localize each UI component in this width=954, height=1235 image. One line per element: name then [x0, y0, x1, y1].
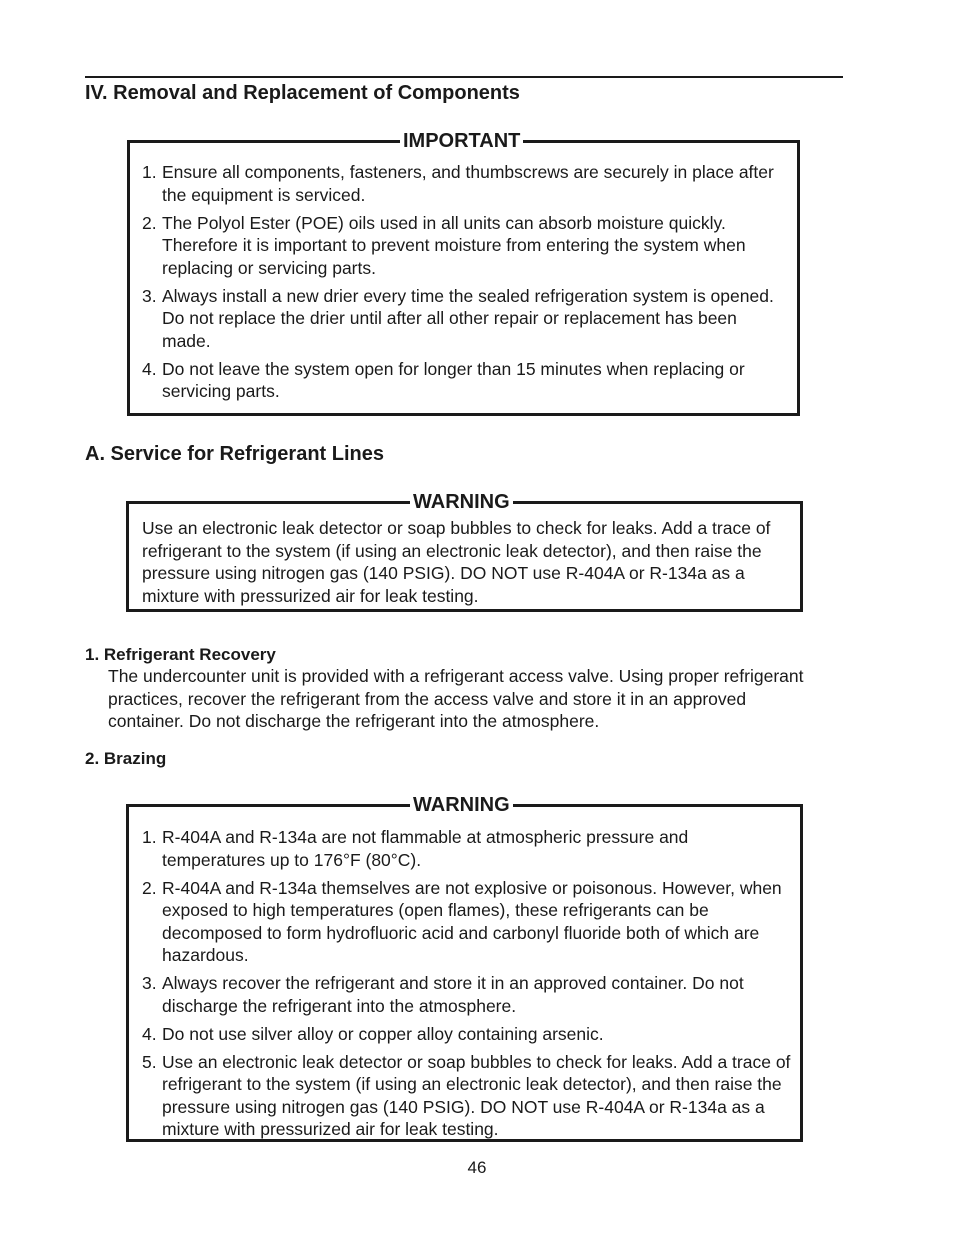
warning-title: WARNING — [410, 490, 513, 514]
recovery-heading: 1. Refrigerant Recovery — [85, 645, 276, 664]
warning-box-1 — [126, 491, 803, 612]
important-item: 1. Ensure all components, fasteners, and thumbscrews are securely in place after the equipment is serviced. — [142, 162, 774, 205]
subsection-title: A. Service for Refrigerant Lines — [85, 443, 384, 465]
section-title: IV. Removal and Replacement of Components — [85, 82, 520, 104]
warning-text: Use an electronic leak detector or soap bubbles to check for leaks. Add a trace of refrigerant to the system (if using an electronic leak detector), and then raise the pressure using nitrogen gas (140 PSIG). DO NOT use R-404A or R-134a as a mixture with pressurized air for leak testing. — [142, 518, 771, 606]
warning-item: 4. Do not use silver alloy or copper alloy containing arsenic. — [142, 1023, 604, 1044]
important-title: IMPORTANT — [400, 129, 523, 153]
warning-list — [142, 826, 796, 1146]
warning-title: WARNING — [410, 793, 513, 817]
warning-item: 3. Always recover the refrigerant and store it in an approved container. Do not discharge the refrigerant into the atmosphere. — [142, 973, 744, 1016]
important-box — [127, 130, 800, 416]
brazing-heading: 2. Brazing — [85, 749, 167, 768]
important-item: 2. The Polyol Ester (POE) oils used in all units can absorb moisture quickly. Therefore it is important to prevent moisture from entering the system when replacing or servicing parts. — [142, 212, 746, 278]
important-item: 3. Always install a new drier every time the sealed refrigeration system is opened. Do not replace the drier until after all other repair or replacement has been made. — [142, 285, 774, 351]
page-number: 46 — [467, 1158, 487, 1177]
top-rule — [85, 76, 843, 78]
recovery-text: The undercounter unit is provided with a refrigerant access valve. Using proper refrigerant practices, recover the refrigerant from the access valve and store it in an approved container. Do not discharge the refrigerant into the atmosphere. — [108, 666, 804, 731]
warning-item: 2. R-404A and R-134a themselves are not explosive or poisonous. However, when exposed to high temperatures (open flames), these refrigerants can be decomposed to form hydrofluoric acid and carbonyl fluoride both of which are hazardous. — [142, 877, 782, 965]
warning-box-2 — [126, 794, 803, 1142]
important-item: 4. Do not leave the system open for longer than 15 minutes when replacing or servicing parts. — [142, 358, 745, 401]
warning-item: 1. R-404A and R-134a are not flammable at atmospheric pressure and temperatures up to 176°F (80°C). — [142, 827, 689, 870]
warning-item: 5. Use an electronic leak detector or soap bubbles to check for leaks. Add a trace of refrigerant to the system (if using an electronic leak detector), and then raise the pressure using nitrogen gas (140 PSIG). DO NOT use R-404A or R-134a as a mixture with pressurized air for leak testing. — [142, 1051, 791, 1139]
important-list — [142, 161, 787, 408]
